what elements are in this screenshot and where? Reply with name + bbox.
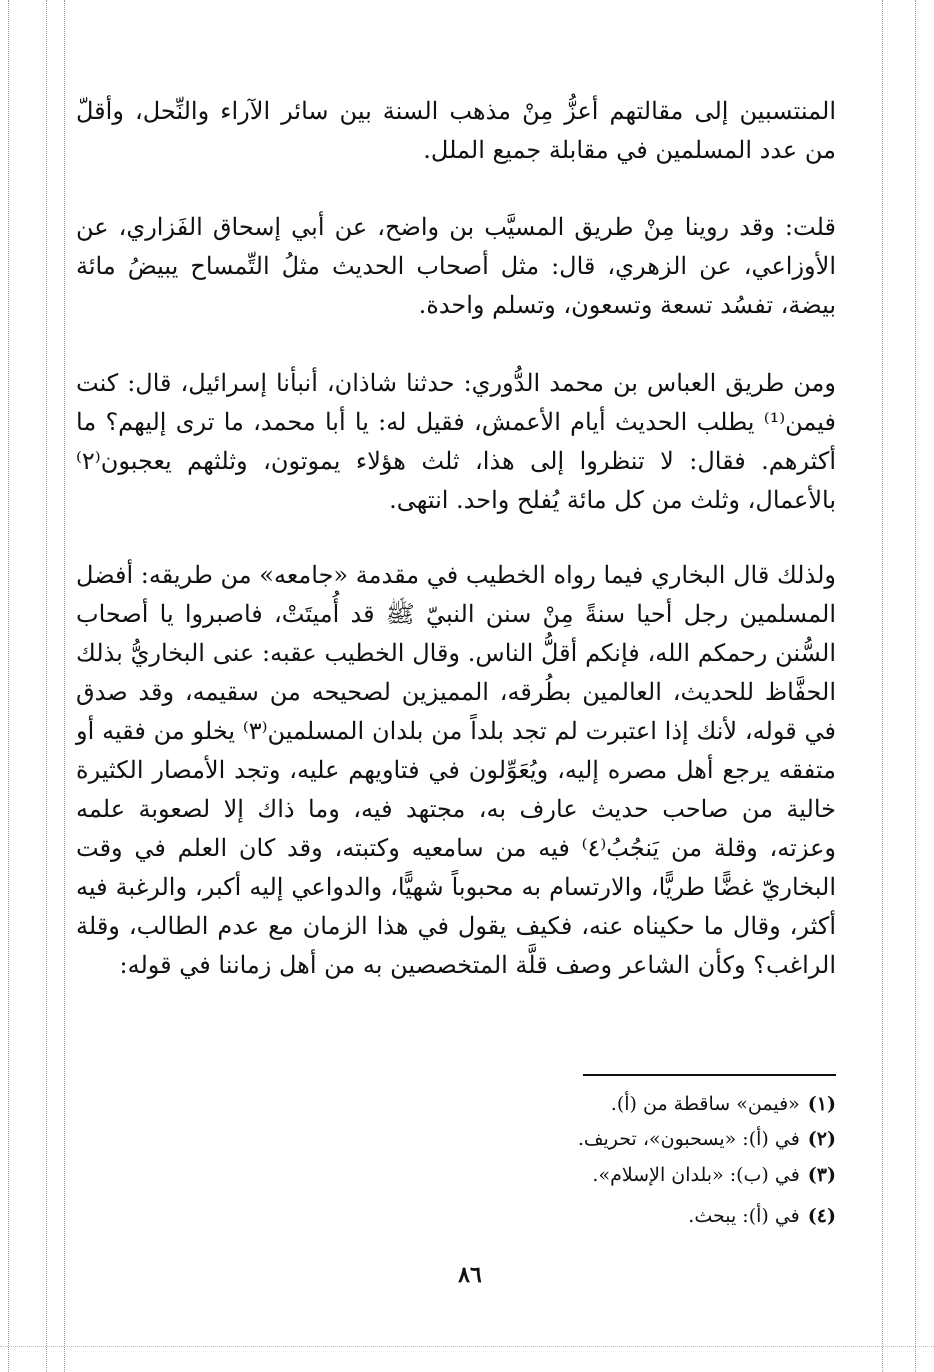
footnote-3 <box>592 1163 836 1187</box>
footnote-1 <box>611 1092 836 1116</box>
footnote-text: «فيمن» ساقطة من (أ). <box>610 1093 800 1115</box>
footnote-2 <box>578 1127 836 1151</box>
footnote-number: (١) <box>807 1093 836 1115</box>
paragraph-3: ومن طريق العباس بن محمد الدُّوري: حدثنا شاذان، أنبأنا إسرائيل، قال: كنت فيمن⁽¹⁾ يطلب الحديث أيام الأعمش، فقيل له: يا أبا محمد، ما ترى إليهم؟ ما أكثرهم. فقال: لا تنظروا إلى هذا، ثلث هؤلاء يموتون، وثلثهم يعجبون⁽٢⁾ بالأعمال، وثلث من كل مائة يُفلح واحد. انتهى. <box>76 369 836 514</box>
scan-margin-line <box>915 0 916 1372</box>
scan-margin-line <box>8 0 9 1372</box>
footnote-4 <box>688 1204 836 1228</box>
scan-margin-line <box>882 0 883 1372</box>
footnote-number: (٣) <box>807 1164 836 1186</box>
footnote-text: في (أ): يبحث. <box>688 1205 800 1227</box>
page-number: ٨٦ <box>458 1262 482 1288</box>
footnote-separator <box>583 1074 836 1076</box>
footnote-text: في (ب): «بلدان الإسلام». <box>592 1164 800 1186</box>
scan-margin-line <box>46 0 47 1372</box>
scan-margin-line <box>0 1346 934 1347</box>
footnote-text: في (أ): «يسحبون»، تحريف. <box>577 1128 800 1150</box>
paragraph-4: ولذلك قال البخاري فيما رواه الخطيب في مقدمة «جامعه» من طريقه: أفضل المسلمين رجل أحيا سنةً مِنْ سنن النبيّ ﷺ قد أُميتَتْ، فاصبروا يا أصحاب السُّنن رحمكم الله، فإنكم أقلُّ الناس. وقال الخطيب عقبه: عنى البخاريُّ بذلك الحفَّاظ للحديث، العالمين بطُرقه، المميزين لصحيحه من سقيمه، وقد صدق في قوله، لأنك إذا اعتبرت لم تجد بلداً من بلدان المسلمين⁽٣⁾ يخلو من فقيه أو متفقه يرجع أهل مصره إليه، ويُعَوِّلون في فتاويهم عليه، وتجد الأمصار الكثيرة خالية من صاحب حديث عارف به، مجتهد فيه، وما ذاك إلا لصعوبة علمه وعزته، وقلة من يَنجُبُ⁽٤⁾ فيه من سامعيه وكتبته، وقد كان العلم في وقت البخاريّ غضًّا طريًّا، والارتسام به محبوباً شهيًّا، والدواعي إليه أكبر، والرغبة فيه أكثر، وقال ما حكيناه عنه، فكيف يقول في هذا الزمان مع عدم الطالب، وقلة الراغب؟ وكأن الشاعر وصف قلَّة المتخصصين به من أهل زماننا في قوله: <box>76 561 837 979</box>
scan-margin-line <box>64 0 65 1372</box>
footnote-number: (٢) <box>807 1128 836 1150</box>
footnote-number: (٤) <box>807 1205 836 1227</box>
paragraph-1: المنتسبين إلى مقالتهم أعزُّ مِنْ مذهب السنة بين سائر الآراء والنِّحل، وأقلّ من عدد المسلمين في مقابلة جميع الملل. <box>76 97 836 164</box>
paragraph-2: قلت: وقد روينا مِنْ طريق المسيَّب بن واضح، عن أبي إسحاق الفَزاري، عن الأوزاعي، عن الزهري، قال: مثل أصحاب الحديث مثلُ التِّمساح يبيضُ مائة بيضة، تفسُد تسعة وتسعون، وتسلم واحدة. <box>76 213 836 319</box>
